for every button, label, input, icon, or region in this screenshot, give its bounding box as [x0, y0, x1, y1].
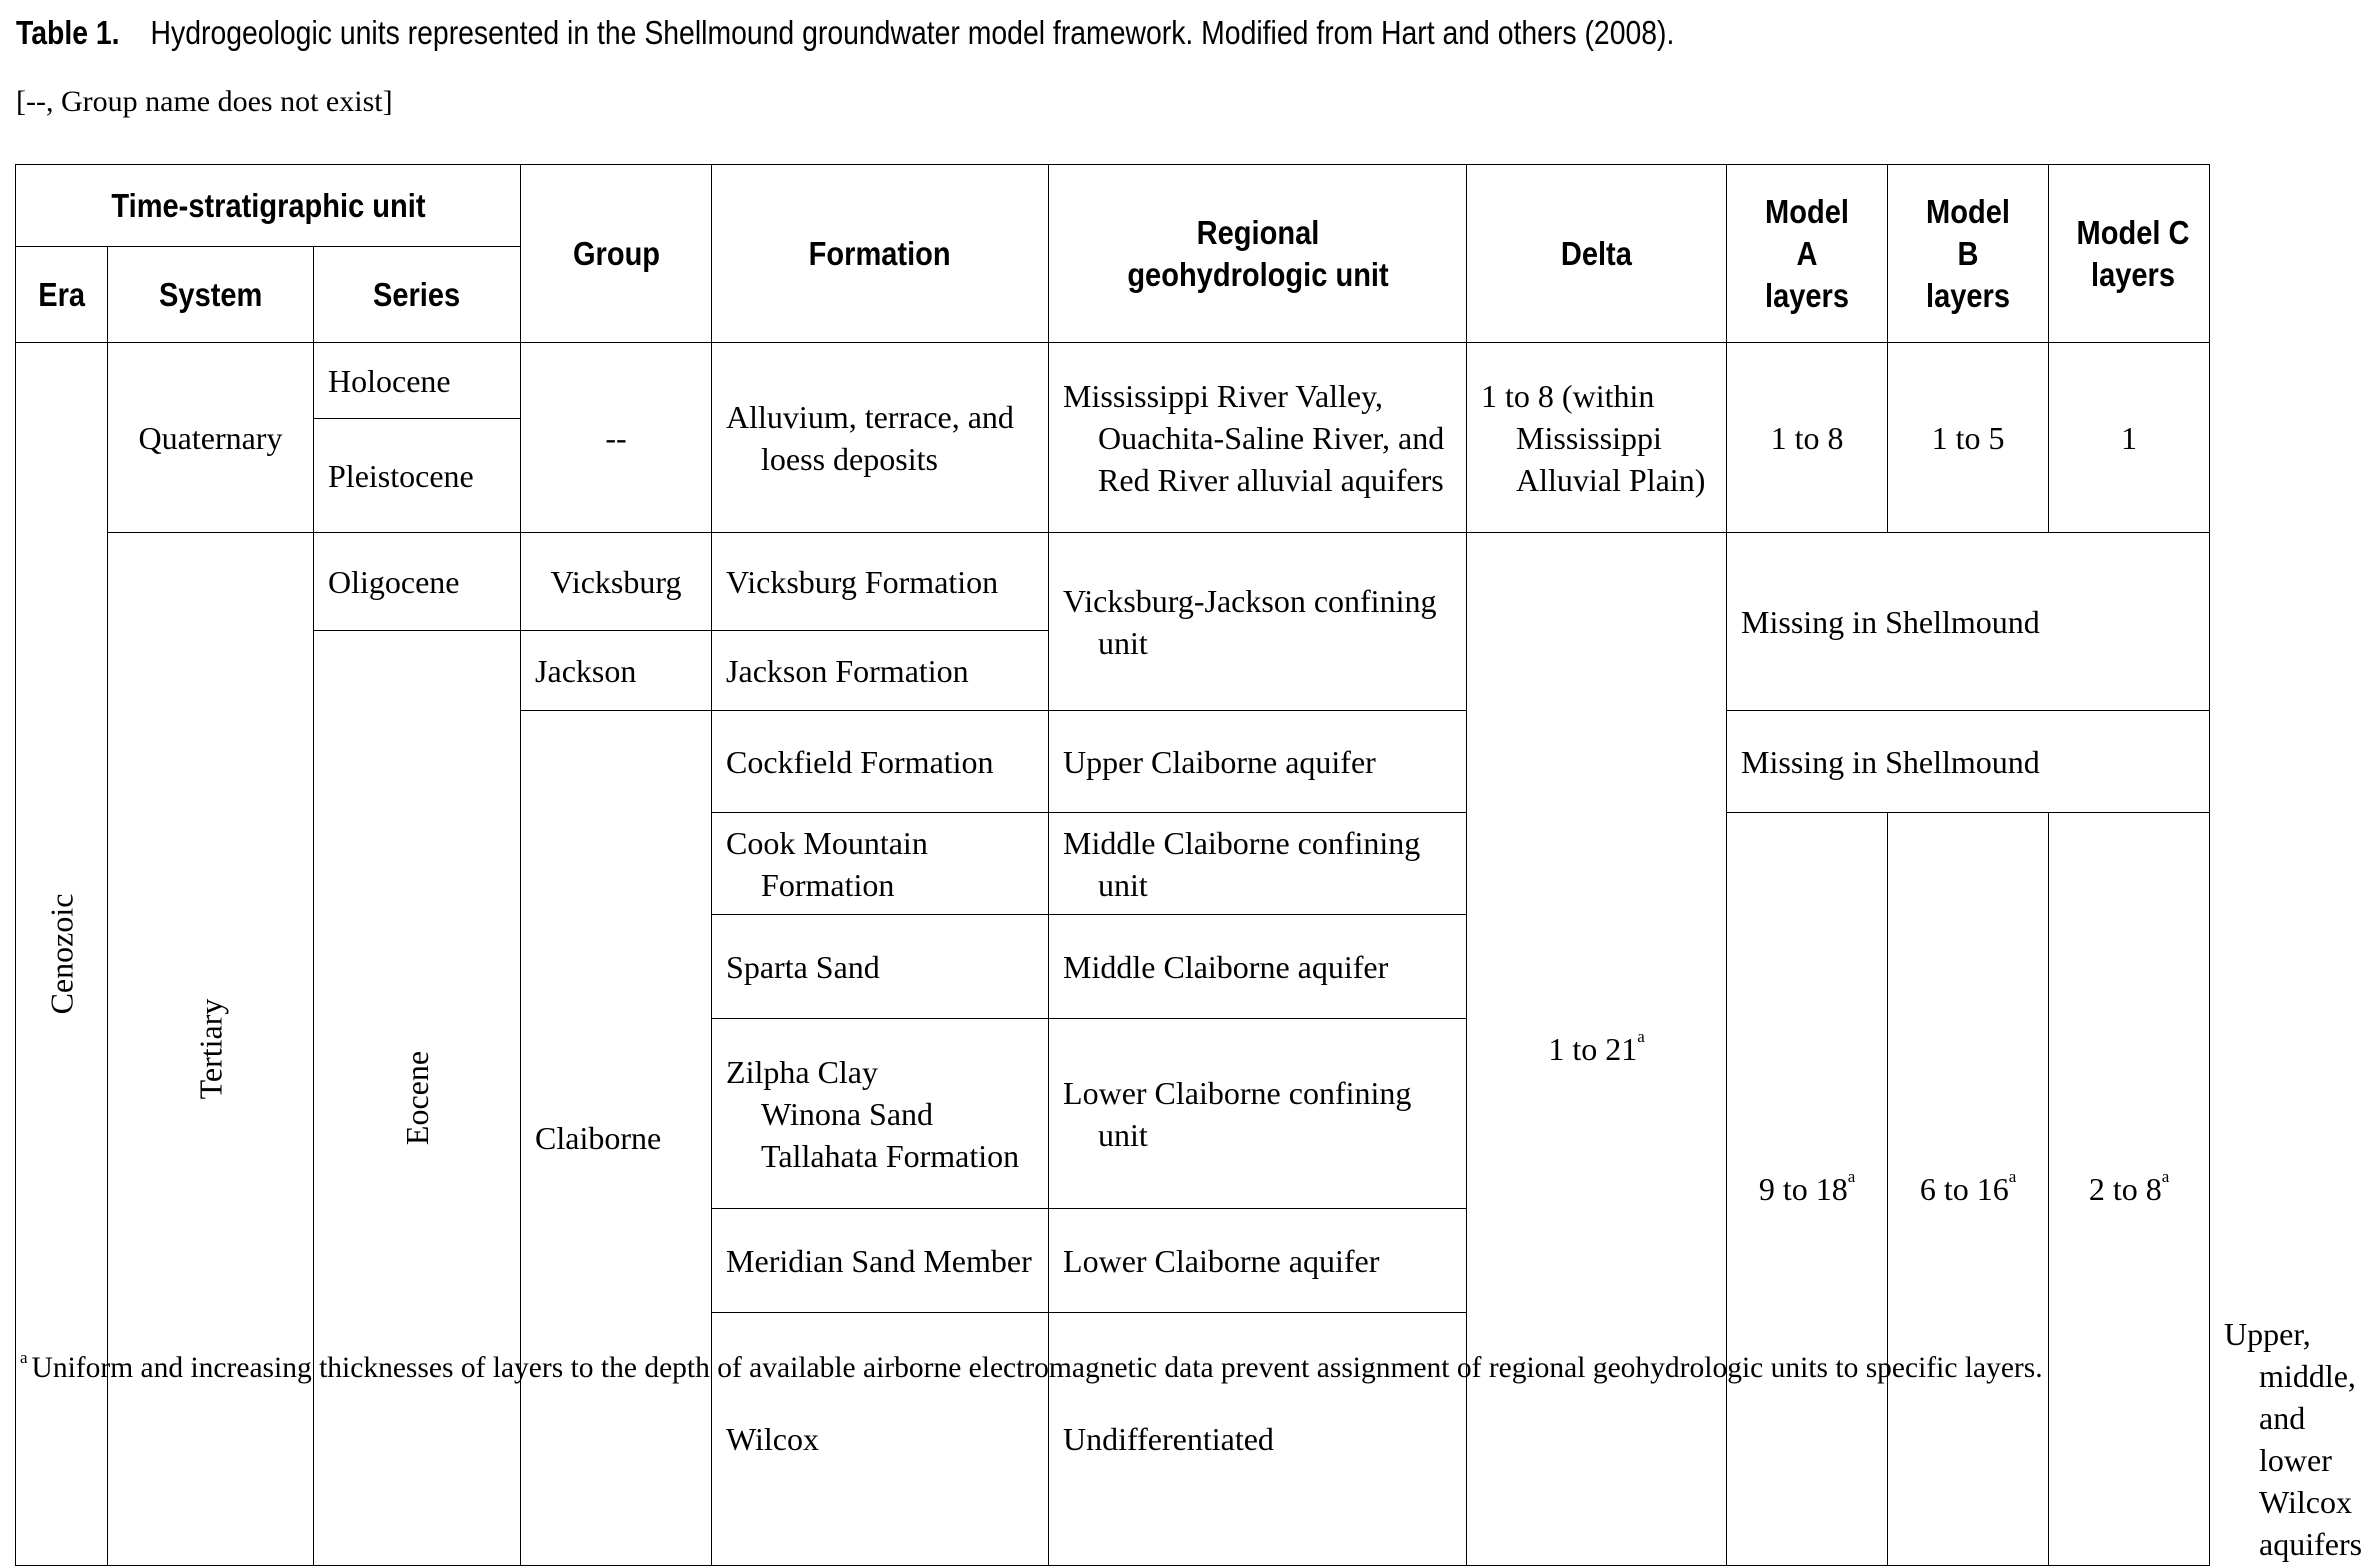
formation-undifferentiated: Undifferentiated	[1049, 1313, 1467, 1566]
model-a-quaternary: 1 to 8	[1727, 343, 1888, 533]
formation-alluvium: Alluvium, terrace, and loess deposits	[712, 343, 1049, 533]
group-none: --	[521, 343, 712, 533]
table-subcaption: [--, Group name does not exist]	[16, 85, 393, 118]
group-wilcox: Wilcox	[712, 1313, 1049, 1566]
formation-vicksburg: Vicksburg Formation	[712, 533, 1049, 631]
header-model-a: Model A layers	[1727, 165, 1888, 343]
model-b-claiborne: 6 to 16$^a$	[1888, 813, 2049, 1566]
series-pleistocene: Pleistocene	[314, 419, 521, 533]
delta-tertiary	[1467, 533, 1727, 1566]
model-a-claiborne: 9 to 18$^a$	[1727, 813, 1888, 1566]
era-cenozoic: Cenozoic	[16, 343, 108, 1566]
table-label: Table 1.	[16, 14, 120, 51]
formation-cockfield: Cockfield Formation	[712, 711, 1049, 813]
delta-tertiary-note: a	[1637, 1027, 1645, 1046]
model-missing-2: Missing in Shellmound	[1727, 711, 2210, 813]
model-c-note: a	[2161, 1167, 2170, 1186]
table-caption	[16, 8, 1831, 58]
group-jackson: Jackson	[521, 631, 712, 711]
table-footnote	[20, 1348, 2130, 1388]
header-formation: Formation	[712, 165, 1049, 343]
model-c-claiborne: 2 to 8$^a$	[2049, 813, 2210, 1566]
regional-unit-mrva: Mississippi River Valley, Ouachita-Saline River, and Red River alluvial aquifers	[1049, 343, 1467, 533]
table-title: Hydrogeologic units represented in the Shellmound groundwater model framework. Modified from Hart and others (2008).	[150, 14, 1675, 51]
series-oligocene: Oligocene	[314, 533, 521, 631]
formation-sparta: Sparta Sand	[712, 915, 1049, 1019]
series-eocene: Eocene	[314, 631, 521, 1566]
header-era: Era	[16, 247, 108, 343]
formation-meridian: Meridian Sand Member	[712, 1209, 1049, 1313]
model-a-note: a	[1847, 1167, 1856, 1186]
hydrogeologic-units-table: Time-stratigraphic unit Group Formation Regional geohydrologic unit Delta Model A layers Model B layers Model C layers Era System Series Cenozoic Quaternary Holocene -- Alluvium, terrace, and loess deposits Mississippi River Valley, Ouachita-Saline River, and Red River alluvial aquifers 1 to 8 (within Mississippi Alluvial Plain) 1 to 8 1 to 5 1 Pleistocene Tertiary Oligocene Vicksburg Vicksburg Formation Vicksburg-Jackson confining unit 1 to 21$^a$ Missing in Shellmound Eocene Jackson Jackson Formation Claiborne Cockfield Formation Upper Claiborne aquifer Missing in Shellmound Cook Mountain Formation Middle Claiborne confining unit 9 to 18$^a$ 6 to 16$^a$ 2 to 8$^a$ Sparta Sand Middle Claiborne aquifer Zilpha Clay Winona Sand Tallahata Formation Lower Claiborne confining unit Meridian Sand Member Lower Claiborne aquifer Wilcox Undifferentiated Upper, middle, and lower Wilcox aquifers	[15, 164, 2210, 1566]
regional-unit-middle-claiborne-confining: Middle Claiborne confining unit	[1049, 813, 1467, 915]
regional-unit-middle-claiborne-aquifer: Middle Claiborne aquifer	[1049, 915, 1467, 1019]
system-quaternary: Quaternary	[108, 343, 314, 533]
formation-jackson: Jackson Formation	[712, 631, 1049, 711]
regional-unit-lower-claiborne-confining: Lower Claiborne confining unit	[1049, 1019, 1467, 1209]
header-model-c: Model C layers	[2049, 165, 2210, 343]
delta-tertiary-value: 1 to 21	[1548, 1031, 1638, 1067]
series-holocene: Holocene	[314, 343, 521, 419]
formation-cook-mountain: Cook Mountain Formation	[712, 813, 1049, 915]
group-claiborne: Claiborne	[521, 711, 712, 1566]
header-time-stratigraphic: Time-stratigraphic unit	[16, 165, 521, 247]
regional-unit-vicksburg-jackson: Vicksburg-Jackson confining unit	[1049, 533, 1467, 711]
model-b-quaternary: 1 to 5	[1888, 343, 2049, 533]
model-b-note: a	[2008, 1167, 2017, 1186]
header-series: Series	[314, 247, 521, 343]
footnote-marker: a	[20, 1348, 28, 1367]
footnote-text: Uniform and increasing thicknesses of layers to the depth of available airborne electromagnetic data prevent assignment of regional geohydrologic units to specific layers.	[31, 1352, 2043, 1384]
regional-unit-upper-claiborne: Upper Claiborne aquifer	[1049, 711, 1467, 813]
system-tertiary: Tertiary	[108, 533, 314, 1566]
model-c-quaternary: 1	[2049, 343, 2210, 533]
header-model-b: Model B layers	[1888, 165, 2049, 343]
model-missing-1: Missing in Shellmound	[1727, 533, 2210, 711]
delta-alluvial: 1 to 8 (within Mississippi Alluvial Plain)	[1467, 343, 1727, 533]
regional-unit-lower-claiborne-aquifer: Lower Claiborne aquifer	[1049, 1209, 1467, 1313]
header-regional-unit: Regional geohydrologic unit	[1049, 165, 1467, 343]
header-group: Group	[521, 165, 712, 343]
header-delta: Delta	[1467, 165, 1727, 343]
formation-zilpha-winona-tallahata: Zilpha Clay Winona Sand Tallahata Formation	[712, 1019, 1049, 1209]
group-vicksburg: Vicksburg	[521, 533, 712, 631]
header-system: System	[108, 247, 314, 343]
